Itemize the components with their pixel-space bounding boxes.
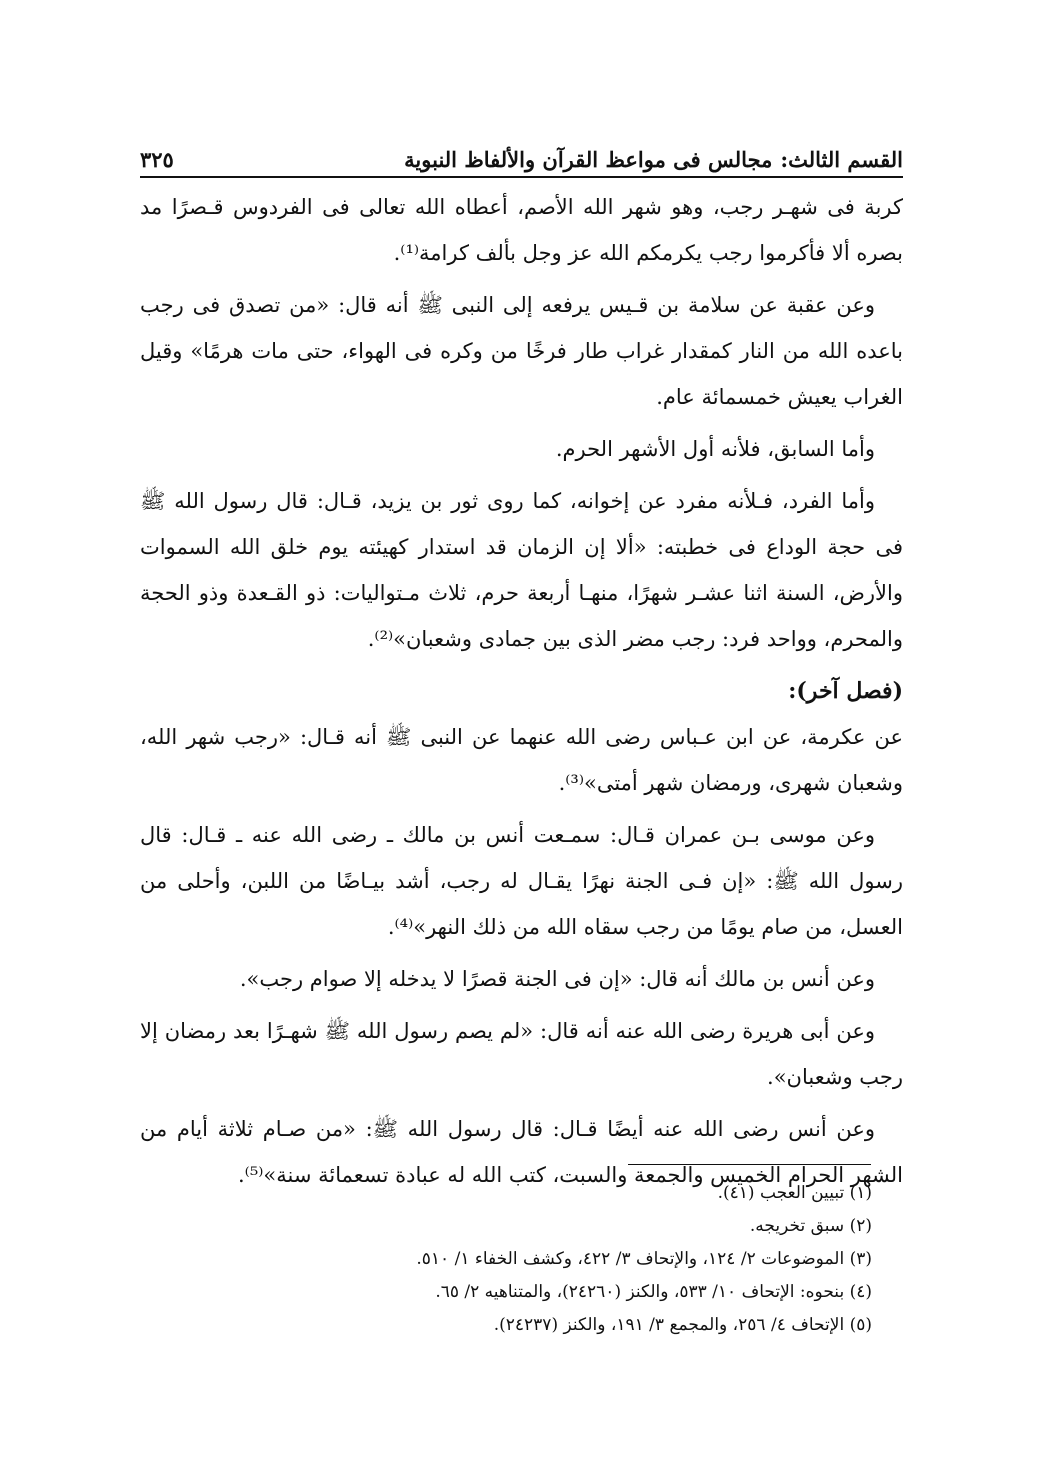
paragraph: وأما الفرد، فـلأنه مفرد عن إخوانه، كما روى ثور بن يزيد، قـال: قال رسول الله ﷺ فى حجة الوداع فى خطبته: «ألا إن الزمان قد استدار كهيئته يوم خلق الله السموات والأرض، السنة اثنا عشـر شهرًا، منهـا أربعة حرم، ثلاث مـتواليات: ذو القـعدة وذو الحجة والمحرم، وواحد فرد: رجب مضر الذى بين جمادى وشعبان»⁽²⁾.: [140, 489, 903, 651]
footnote: (١) تبيين العجب (٤١).: [717, 1183, 872, 1203]
header-divider: [140, 176, 903, 178]
paragraph: وعن أنس بن مالك أنه قال: «إن فى الجنة قصرًا لا يدخله إلا صوام رجب».: [239, 967, 875, 991]
paragraph: وعن أنس رضى الله عنه أيضًا قـال: قال رسول الله ﷺ: «من صـام ثلاثة أيام من الشهر الحرام الخميس والجمعة والسبت، كتب الله له عبادة تسعمائة سنة»⁽⁵⁾.: [140, 1117, 903, 1187]
header-book-title: مجالس فى مواعظ القرآن والألفاظ النبوية: [404, 147, 773, 172]
footnote: (٢) سبق تخريجه.: [749, 1216, 872, 1236]
paragraph: وأما السابق، فلأنه أول الأشهر الحرم.: [555, 437, 875, 461]
footnote: (٣) الموضوعات ٢/ ١٢٤، والإتحاف ٣/ ٤٢٢، وكشف الخفاء ١/ ٥١٠.: [416, 1249, 872, 1269]
paragraph: وعن عقبة عن سلامة بن قـيس يرفعه إلى النبى ﷺ أنه قال: «من تصدق فى رجب باعده الله من النار كمقدار غراب طار فرخًا من وكره فى الهواء، حتى مات هرمًا» وقيل الغراب يعيش خمسمائة عام.: [140, 293, 903, 409]
section-heading: (فصل آخر):: [788, 678, 903, 704]
footnote: (٤) بنحوه: الإتحاف ١٠/ ٥٣٣، والكنز (٢٤٢٦٠)، والمتناهيه ٢/ ٦٥.: [435, 1282, 872, 1302]
page-number: ٣٢٥: [140, 147, 174, 172]
footnote-divider: [628, 1164, 871, 1165]
paragraph: كربة فى شهـر رجب، وهو شهر الله الأصم، أعطاه الله تعالى فى الفردوس قـصرًا مد بصره ألا فأكرموا رجب يكرمكم الله عز وجل بألف كرامة⁽¹⁾.: [140, 195, 903, 265]
running-header: [140, 132, 903, 172]
footnote: (٥) الإتحاف ٤/ ٢٥٦، والمجمع ٣/ ١٩١، والكنز (٢٤٢٣٧).: [493, 1315, 872, 1335]
header-section-title: [404, 147, 903, 172]
paragraph: وعن موسى بـن عمران قـال: سمـعت أنس بن مالك ـ رضى الله عنه ـ قـال: قال رسول الله ﷺ: «إن فـى الجنة نهرًا يقـال له رجب، أشد بيـاضًا من اللبن، وأحلى من العسل، من صام يومًا من رجب سقاه الله من ذلك النهر»⁽⁴⁾.: [140, 823, 903, 939]
body-text: [140, 184, 903, 1204]
header-section-label: القسم الثالث:: [780, 147, 903, 172]
paragraph: وعن أبى هريرة رضى الله عنه أنه قال: «لم يصم رسول الله ﷺ شهـرًا بعد رمضان إلا رجب وشعبان».: [140, 1019, 903, 1089]
paragraph: عن عكرمة، عن ابن عـباس رضى الله عنهما عن النبى ﷺ أنه قـال: «رجب شهر الله، وشعبان شهرى، ورمضان شهر أمتى»⁽³⁾.: [140, 725, 903, 795]
footnotes: [200, 1177, 872, 1342]
